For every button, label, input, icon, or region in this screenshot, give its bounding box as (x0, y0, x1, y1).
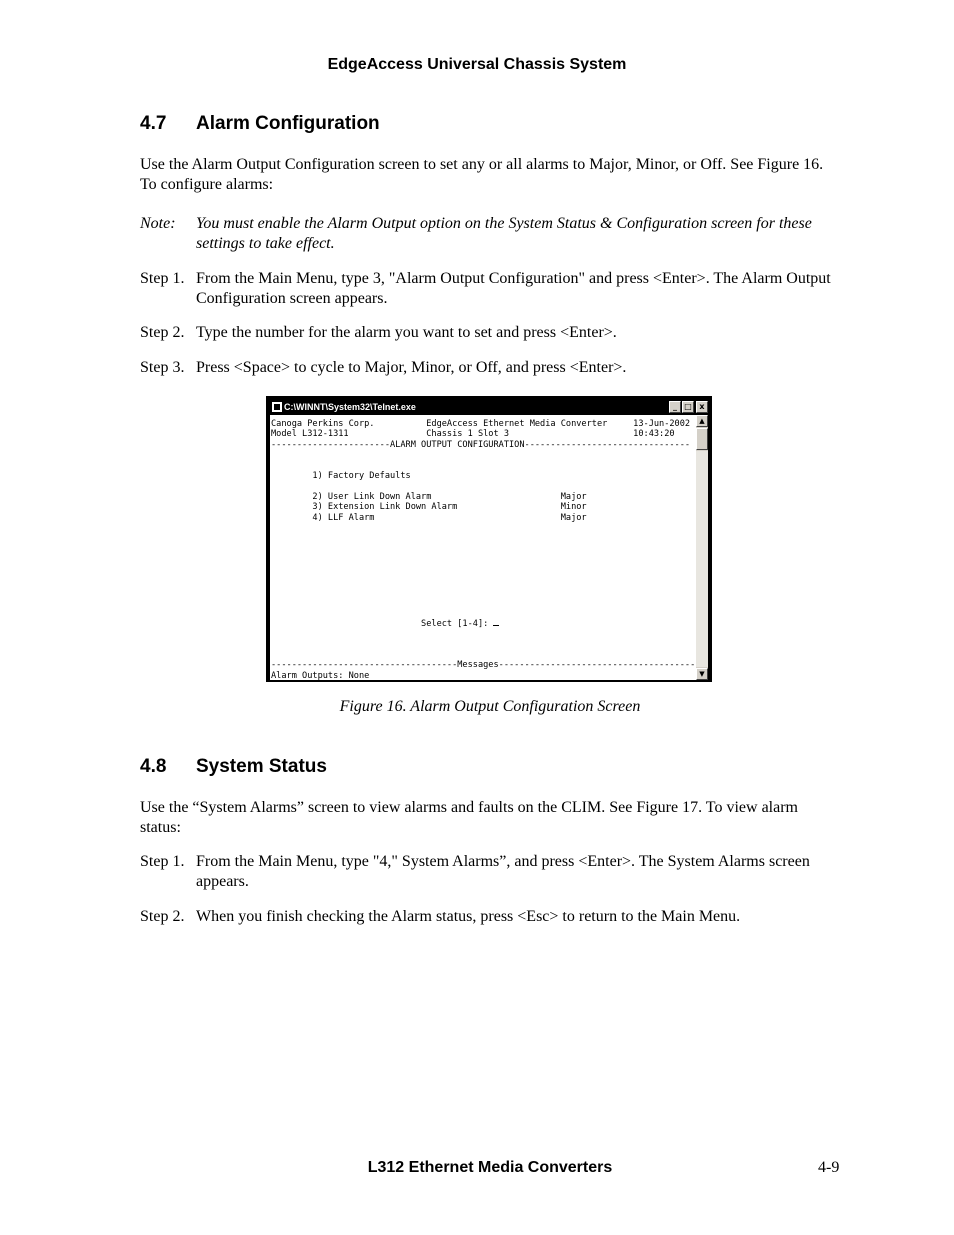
vertical-scrollbar[interactable] (696, 415, 708, 680)
scroll-down-arrow-icon[interactable]: ▼ (696, 668, 708, 680)
terminal-line: 3) Extension Link Down Alarm Minor (271, 502, 587, 513)
section-heading-4-7 (140, 113, 380, 135)
note (140, 214, 840, 254)
terminal-line: 4) LLF Alarm Major (271, 512, 587, 523)
step-text: When you finish checking the Alarm status, press <Esc> to return to the Main Menu. (196, 908, 741, 925)
window-titlebar (270, 400, 708, 414)
step-item (140, 323, 840, 343)
step-label: Step 1. (140, 270, 185, 287)
terminal-lines (271, 419, 698, 617)
step-text: Type the number for the alarm you want to set and press <Enter>. (196, 324, 617, 341)
page-number: 4-9 (818, 1159, 840, 1176)
step-item (140, 907, 840, 927)
section-title: Alarm Configuration (196, 113, 380, 134)
terminal-line: Model L312-1311 Chassis 1 Slot 3 10:43:20 (271, 429, 675, 440)
terminal-line (271, 554, 698, 564)
select-prompt: Select [1-4]: (271, 618, 494, 629)
minimize-button[interactable]: _ (669, 401, 681, 413)
terminal-line: -----------------------ALARM OUTPUT CONFIGURATION-------------------------------- (271, 439, 691, 450)
note-label: Note: (140, 215, 176, 232)
step-text: From the Main Menu, type "4," System Alarms”, and press <Enter>. The System Alarms screen appears. (196, 853, 810, 890)
step-label: Step 3. (140, 359, 185, 376)
terminal-line: ------------------------------------Messages-------------------------------------- (271, 660, 696, 671)
terminal-line (271, 533, 698, 543)
figure-caption: Figure 16. Alarm Output Configuration Screen (339, 698, 641, 715)
terminal-line (271, 650, 698, 660)
step-item (140, 269, 840, 309)
terminal-line (271, 544, 698, 554)
terminal-line (271, 481, 698, 491)
select-prompt-line (271, 617, 698, 629)
scroll-thumb[interactable] (696, 428, 708, 450)
section-4-7-intro: Use the Alarm Output Configuration screen to set any or all alarms to Major, Minor, or Off. See Figure 16. To configure alarms: (140, 156, 824, 193)
step-text: From the Main Menu, type 3, "Alarm Output Configuration" and press <Enter>. The Alarm Output Configuration screen appears. (196, 270, 831, 307)
section-4-8-intro: Use the “System Alarms” screen to view alarms and faults on the CLIM. See Figure 17. To view alarm status: (140, 799, 798, 836)
section-title: System Status (196, 756, 327, 777)
maximize-button[interactable]: □ (682, 401, 694, 413)
step-text: Press <Space> to cycle to Major, Minor, or Off, and press <Enter>. (196, 359, 627, 376)
terminal-line (271, 523, 698, 533)
terminal-screen[interactable] (270, 415, 698, 680)
terminal-line (271, 629, 698, 639)
close-button[interactable]: x (696, 401, 708, 413)
terminal-line (271, 565, 698, 575)
step-label: Step 2. (140, 908, 185, 925)
scroll-track[interactable] (696, 451, 708, 667)
terminal-line (271, 586, 698, 596)
terminal-line: Canoga Perkins Corp. EdgeAccess Ethernet Media Converter 13-Jun-2002 (271, 419, 691, 429)
running-header: EdgeAccess Universal Chassis System (327, 56, 627, 73)
section-number: 4.7 (140, 113, 167, 134)
terminal-line (271, 640, 698, 650)
terminal-line: 2) User Link Down Alarm Major (271, 491, 587, 502)
terminal-line: 1) Factory Defaults (271, 471, 411, 482)
terminal-line (271, 606, 698, 616)
terminal-line (271, 596, 698, 606)
running-footer: L312 Ethernet Media Converters (367, 1159, 613, 1176)
scroll-up-arrow-icon[interactable]: ▲ (696, 415, 708, 427)
terminal-line: Alarm Outputs: None (271, 670, 370, 680)
step-item (140, 852, 840, 892)
terminal-line (271, 461, 698, 471)
window-title: C:\WINNT\System32\Telnet.exe (284, 402, 416, 412)
section-heading-4-8 (140, 756, 327, 778)
note-text: You must enable the Alarm Output option on the System Status & Configuration screen for these settings to take effect. (196, 215, 812, 252)
terminal-lines-bottom (271, 629, 698, 680)
step-label: Step 2. (140, 324, 185, 341)
terminal-line (271, 575, 698, 585)
step-label: Step 1. (140, 853, 185, 870)
section-number: 4.8 (140, 756, 167, 777)
text-cursor (493, 617, 499, 626)
step-item (140, 358, 840, 378)
console-icon (272, 402, 282, 412)
telnet-window (266, 396, 712, 682)
terminal-line (271, 450, 698, 460)
